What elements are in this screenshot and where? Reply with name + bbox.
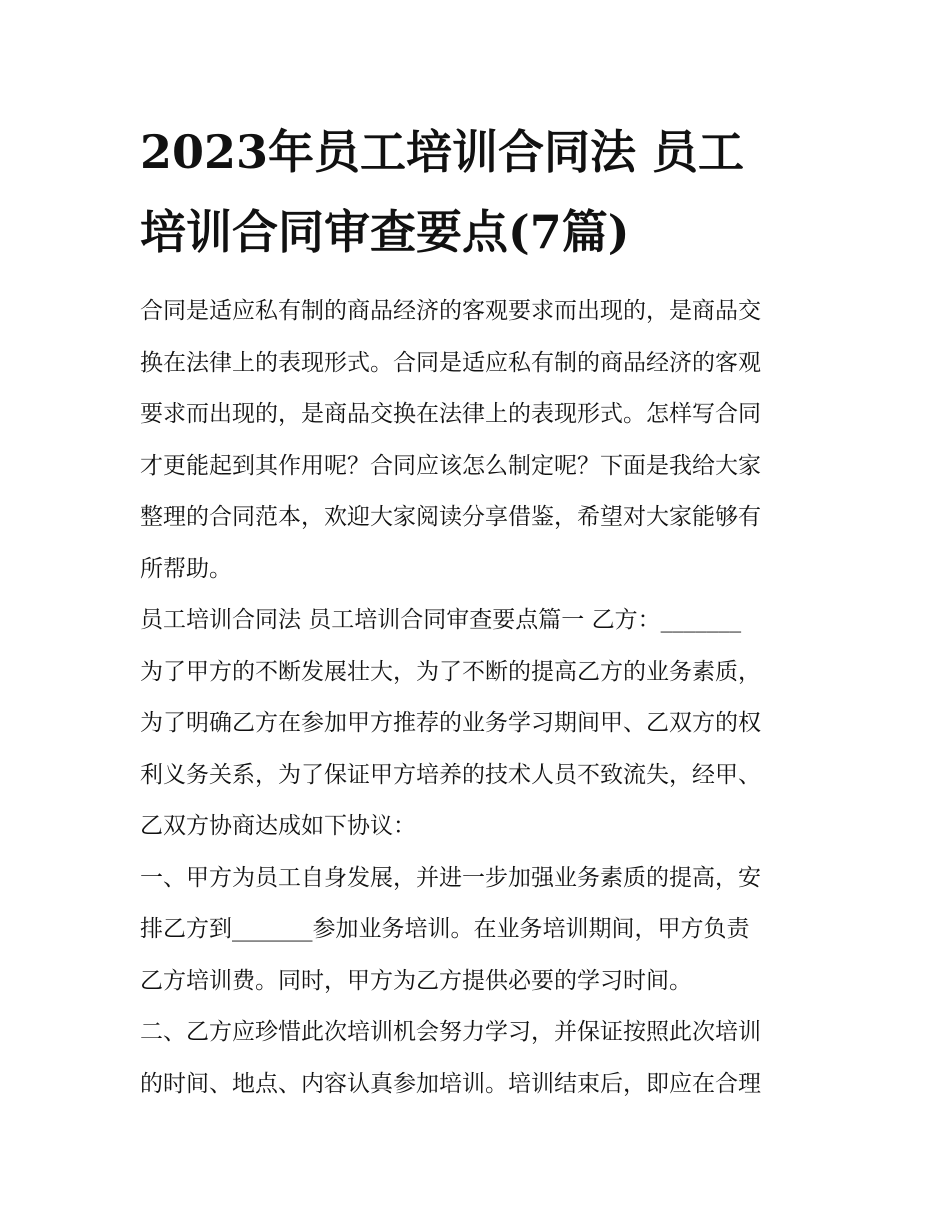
text-line: 为了甲方的不断发展壮大，为了不断的提高乙方的业务素质，: [140, 658, 761, 685]
text-line: 一、甲方为员工自身发展，并进一步加强业务素质的提高，安: [140, 864, 761, 891]
text-line: 二、乙方应珍惜此次培训机会努力学习，并保证按照此次培训: [140, 1019, 761, 1045]
text-line: 合同是适应私有制的商品经济的客观要求而出现的，是商品交: [140, 298, 761, 324]
document-page: [140, 112, 820, 1110]
text-line: 所帮助。: [140, 555, 232, 582]
text-line: 为了明确乙方在参加甲方推荐的业务学习期间甲、乙双方的权: [140, 710, 761, 736]
text-line: 利义务关系，为了保证甲方培养的技术人员不致流失，经甲、: [140, 761, 761, 788]
text-line: 换在法律上的表现形式。合同是适应私有制的商品经济的客观: [140, 349, 761, 376]
clause-one-paragraph: [140, 853, 820, 1008]
title-line: 2023年员工培训合同法 员工: [140, 125, 745, 179]
text-line: 整理的合同范本，欢迎大家阅读分享借鉴，希望对大家能够有: [140, 504, 761, 530]
text-line: 的时间、地点、内容认真参加培训。培训结束后，即应在合理: [140, 1070, 761, 1097]
clause-two-paragraph: [140, 1007, 820, 1110]
text-line: 排乙方到_______参加业务培训。在业务培训期间，甲方负责: [140, 916, 750, 942]
text-line: 乙双方协商达成如下协议：: [140, 813, 416, 839]
title-line: 培训合同审查要点(7篇): [140, 205, 630, 259]
text-line: 要求而出现的，是商品交换在法律上的表现形式。怎样写合同: [140, 401, 761, 427]
document-title: [140, 112, 820, 272]
text-line: 才更能起到其作用呢？合同应该怎么制定呢？下面是我给大家: [140, 452, 761, 479]
text-line: 员工培训合同法 员工培训合同审查要点篇一 乙方：_______: [140, 607, 742, 633]
intro-paragraph: [140, 286, 820, 595]
contract-preamble-paragraph: [140, 595, 820, 853]
text-line: 乙方培训费。同时，甲方为乙方提供必要的学习时间。: [140, 967, 692, 994]
